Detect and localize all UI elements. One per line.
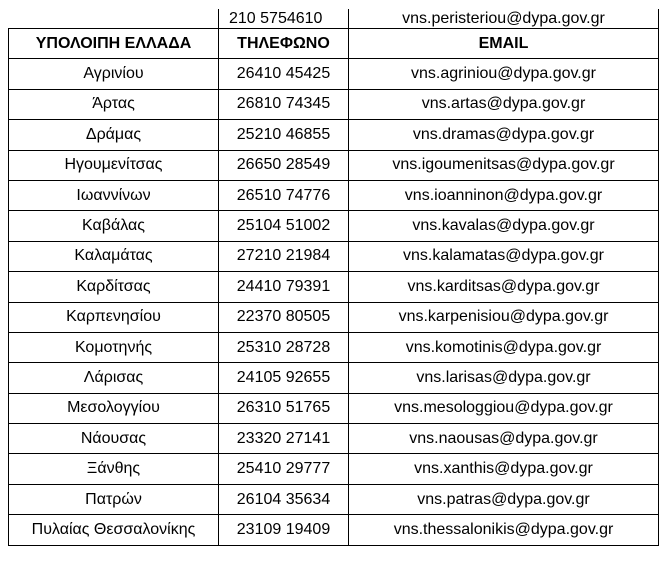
table-row: [9, 363, 659, 393]
phone-cell: 26104 35634: [219, 484, 349, 514]
table-row: [9, 180, 659, 210]
email-cell: vns.artas@dypa.gov.gr: [349, 89, 659, 119]
office-name-cell: Νάουσας: [9, 424, 219, 454]
phone-cell: 24410 79391: [219, 272, 349, 302]
email-cell: vns.xanthis@dypa.gov.gr: [349, 454, 659, 484]
office-name-cell: Ιωαννίνων: [9, 180, 219, 210]
continued-name-cell: [9, 9, 219, 29]
table-row: [9, 211, 659, 241]
phone-cell: 25410 29777: [219, 454, 349, 484]
table-row: [9, 150, 659, 180]
table-row: [9, 454, 659, 484]
email-cell: vns.patras@dypa.gov.gr: [349, 484, 659, 514]
table-row: [9, 424, 659, 454]
table-row: [9, 393, 659, 423]
table-header-row: [9, 29, 659, 59]
office-name-cell: Δράμας: [9, 120, 219, 150]
office-name-cell: Καρπενησίου: [9, 302, 219, 332]
table-row: [9, 332, 659, 362]
email-cell: vns.larisas@dypa.gov.gr: [349, 363, 659, 393]
office-name-cell: Καβάλας: [9, 211, 219, 241]
office-name-cell: Κομοτηνής: [9, 332, 219, 362]
email-cell: vns.ioanninon@dypa.gov.gr: [349, 180, 659, 210]
phone-cell: 26650 28549: [219, 150, 349, 180]
continued-phone-cell: 210 5754610: [219, 9, 349, 29]
phone-cell: 26510 74776: [219, 180, 349, 210]
email-cell: vns.agriniou@dypa.gov.gr: [349, 59, 659, 89]
phone-cell: 25104 51002: [219, 211, 349, 241]
email-cell: vns.kavalas@dypa.gov.gr: [349, 211, 659, 241]
phone-cell: 26810 74345: [219, 89, 349, 119]
email-cell: vns.mesologgiou@dypa.gov.gr: [349, 393, 659, 423]
table-row: [9, 272, 659, 302]
email-cell: vns.igoumenitsas@dypa.gov.gr: [349, 150, 659, 180]
table-row: [9, 120, 659, 150]
region-column-header: ΥΠΟΛΟΙΠΗ ΕΛΛΑΔΑ: [9, 29, 219, 59]
email-cell: vns.kalamatas@dypa.gov.gr: [349, 241, 659, 271]
phone-cell: 25210 46855: [219, 120, 349, 150]
phone-cell: 22370 80505: [219, 302, 349, 332]
office-name-cell: Αγρινίου: [9, 59, 219, 89]
phone-cell: 23320 27141: [219, 424, 349, 454]
email-cell: vns.komotinis@dypa.gov.gr: [349, 332, 659, 362]
office-name-cell: Πυλαίας Θεσσαλονίκης: [9, 515, 219, 545]
email-cell: vns.karpenisiou@dypa.gov.gr: [349, 302, 659, 332]
office-name-cell: Άρτας: [9, 89, 219, 119]
continued-email-cell: vns.peristeriou@dypa.gov.gr: [349, 9, 659, 29]
email-column-header: EMAIL: [349, 29, 659, 59]
continued-row: [9, 9, 659, 29]
phone-column-header: ΤΗΛΕΦΩΝΟ: [219, 29, 349, 59]
phone-cell: 23109 19409: [219, 515, 349, 545]
email-cell: vns.dramas@dypa.gov.gr: [349, 120, 659, 150]
office-name-cell: Λάρισας: [9, 363, 219, 393]
table-row: [9, 241, 659, 271]
table-row: [9, 484, 659, 514]
office-name-cell: Καρδίτσας: [9, 272, 219, 302]
phone-cell: 27210 21984: [219, 241, 349, 271]
phone-cell: 26410 45425: [219, 59, 349, 89]
contact-table: [8, 9, 659, 546]
table-row: [9, 59, 659, 89]
phone-cell: 24105 92655: [219, 363, 349, 393]
office-name-cell: Ξάνθης: [9, 454, 219, 484]
phone-cell: 26310 51765: [219, 393, 349, 423]
email-cell: vns.karditsas@dypa.gov.gr: [349, 272, 659, 302]
email-cell: vns.thessalonikis@dypa.gov.gr: [349, 515, 659, 545]
table-row: [9, 515, 659, 545]
phone-cell: 25310 28728: [219, 332, 349, 362]
office-name-cell: Ηγουμενίτσας: [9, 150, 219, 180]
office-name-cell: Καλαμάτας: [9, 241, 219, 271]
table-row: [9, 89, 659, 119]
office-name-cell: Μεσολογγίου: [9, 393, 219, 423]
office-name-cell: Πατρών: [9, 484, 219, 514]
email-cell: vns.naousas@dypa.gov.gr: [349, 424, 659, 454]
contact-table-container: [8, 9, 658, 546]
table-row: [9, 302, 659, 332]
